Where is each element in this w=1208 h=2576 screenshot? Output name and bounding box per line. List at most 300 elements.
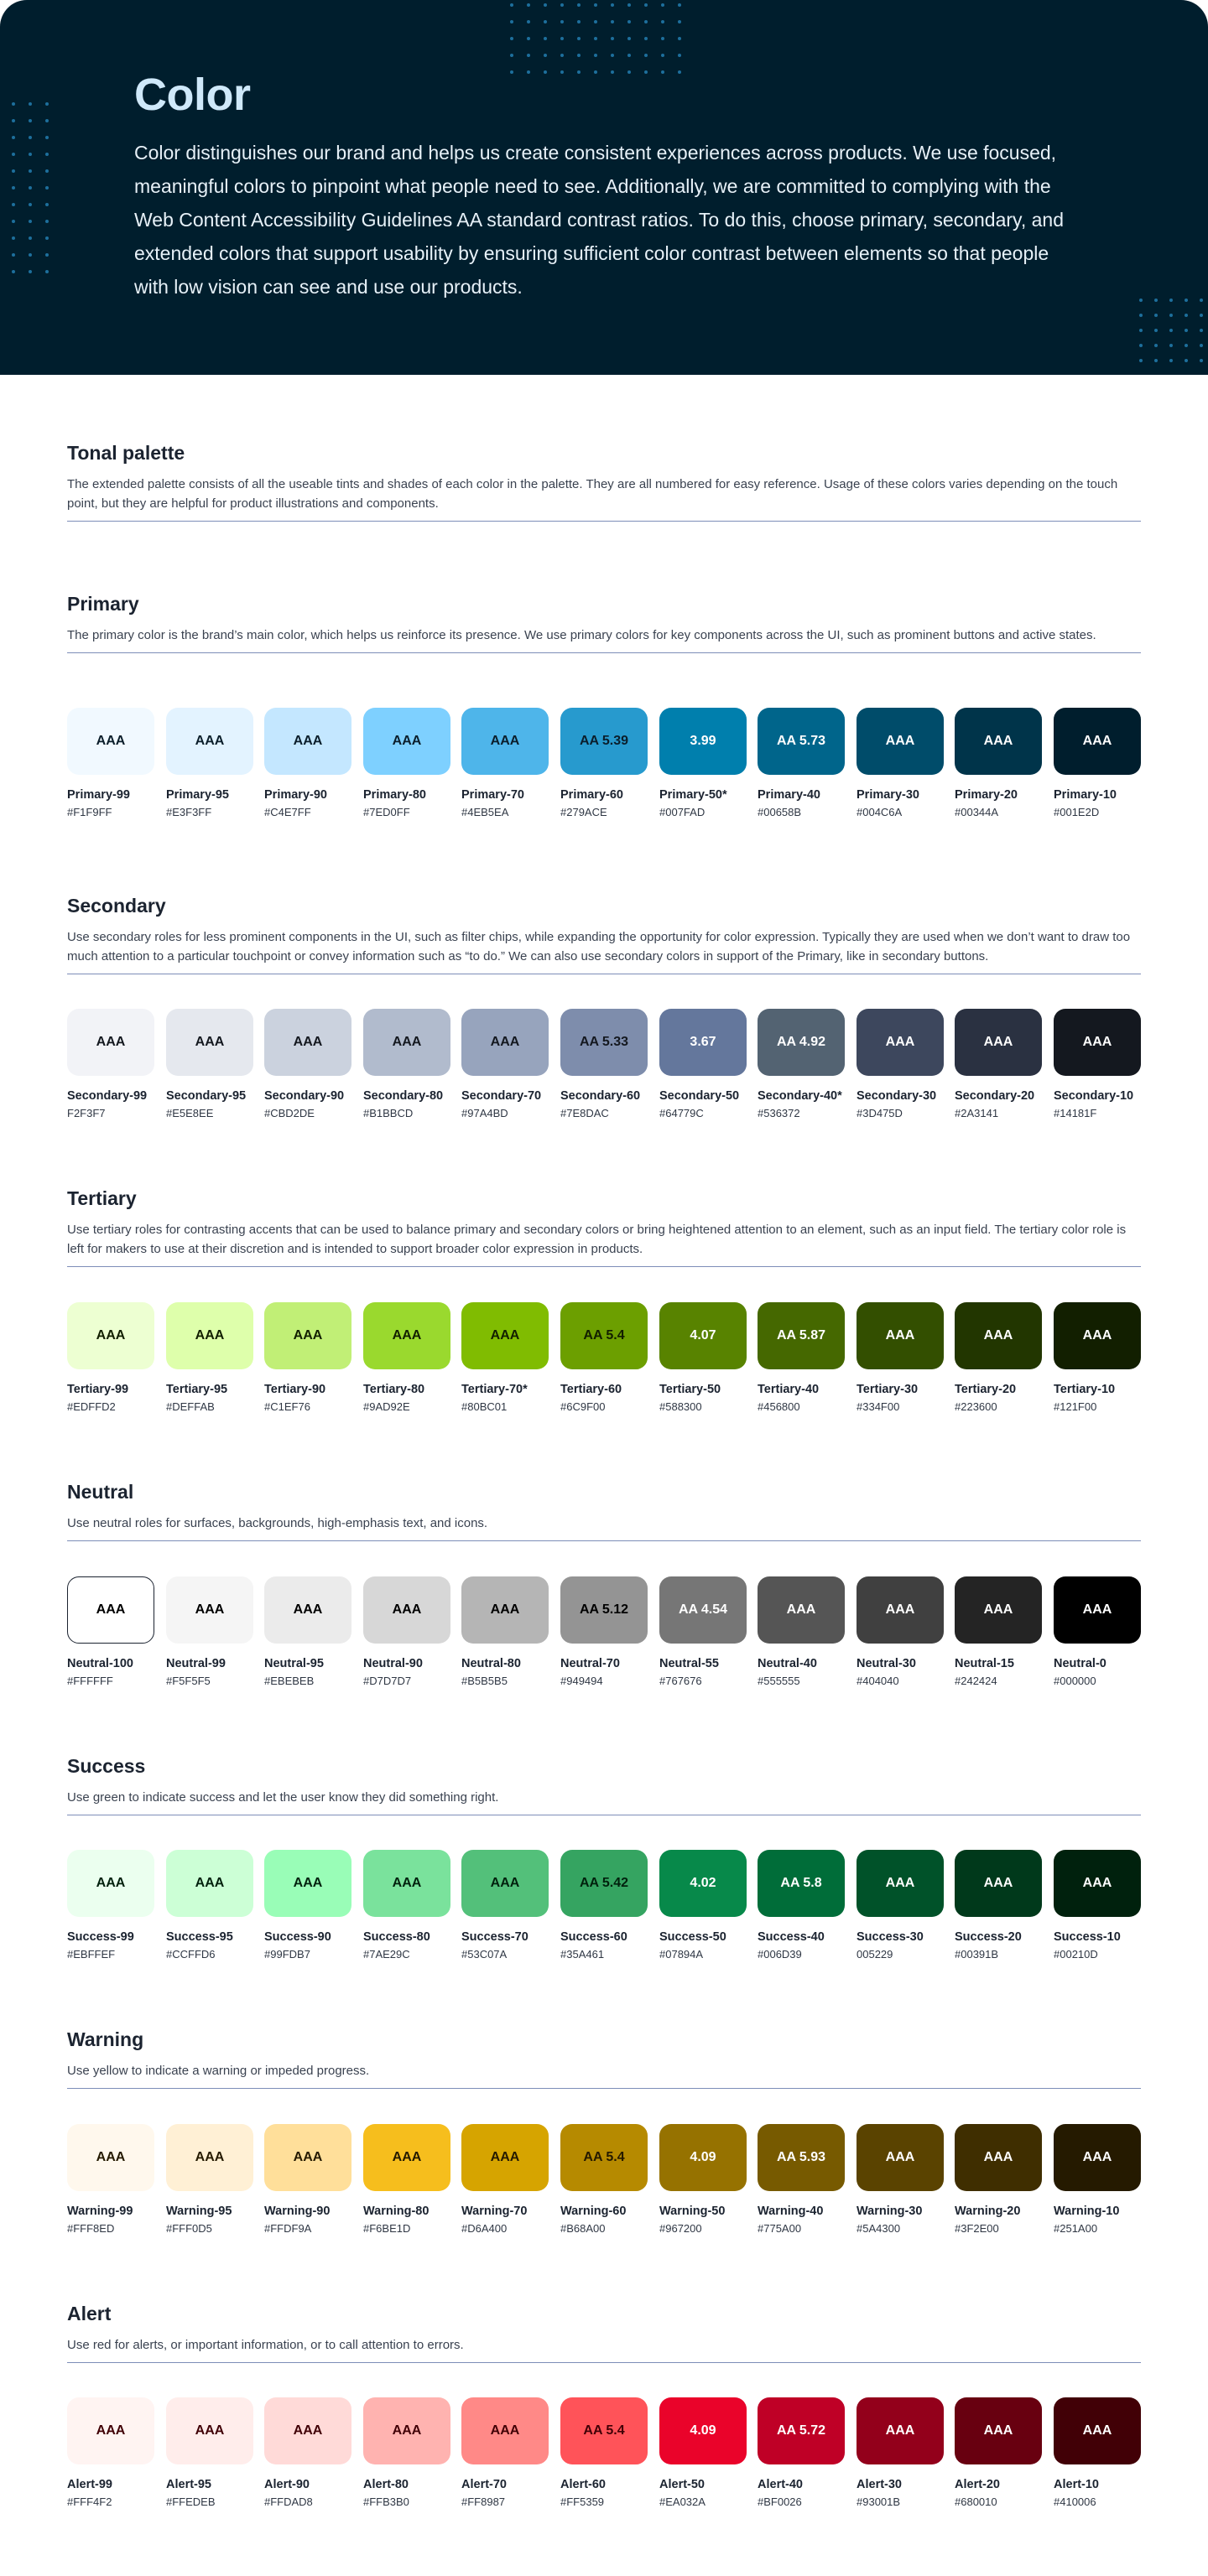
decorative-dot: [45, 136, 49, 139]
decorative-dot: [1154, 359, 1158, 362]
decorative-dot: [1200, 359, 1203, 362]
color-swatch: [363, 2124, 450, 2235]
swatch-chip: AA 5.93: [758, 2124, 845, 2191]
swatch-hex: #99FDB7: [264, 1948, 310, 1961]
color-swatch: [264, 2124, 351, 2235]
swatch-chip: AAA: [461, 2124, 549, 2191]
swatch-hex: #FFB3B0: [363, 2496, 409, 2508]
swatch-hex: #121F00: [1054, 1400, 1097, 1413]
swatch-hex: #C4E7FF: [264, 806, 311, 818]
swatch-name: Primary-70: [461, 788, 524, 802]
swatch-name: Secondary-90: [264, 1089, 345, 1103]
color-swatch: [166, 1576, 253, 1687]
decorative-dot: [644, 20, 648, 23]
swatch-hex: #EDFFD2: [67, 1400, 116, 1413]
swatch-chip: AA 5.8: [758, 1850, 845, 1917]
decorative-dot: [527, 20, 530, 23]
swatch-chip: AAA: [264, 1576, 351, 1644]
warning-section: [67, 2028, 1141, 2089]
swatch-hex: #FF8987: [461, 2496, 506, 2508]
swatch-name: Success-10: [1054, 1930, 1121, 1944]
swatch-hex: #35A461: [560, 1948, 605, 1961]
color-swatch: [461, 708, 549, 818]
swatch-name: Warning-10: [1054, 2205, 1120, 2218]
tonal-palette-section: [67, 442, 1141, 522]
decorative-dot: [12, 253, 15, 257]
swatch-hex: #4EB5EA: [461, 806, 509, 818]
color-swatch: [264, 1009, 351, 1119]
decorative-dot: [644, 70, 648, 74]
swatch-hex: #FF5359: [560, 2496, 605, 2508]
decorative-dot: [1139, 314, 1143, 317]
decorative-dot: [1154, 329, 1158, 332]
swatch-chip: AAA: [461, 1302, 549, 1369]
color-swatch: [1054, 1302, 1141, 1413]
swatch-hex: #680010: [955, 2496, 997, 2508]
swatch-name: Tertiary-60: [560, 1383, 622, 1396]
decorative-dot: [45, 270, 49, 273]
color-swatch: [560, 1302, 648, 1413]
decorative-dot: [29, 169, 32, 173]
swatch-chip: AA 5.87: [758, 1302, 845, 1369]
swatch-hex: #DEFFAB: [166, 1400, 215, 1413]
decorative-dot: [644, 37, 648, 40]
color-swatch: [1054, 2124, 1141, 2235]
decorative-dot: [1169, 359, 1173, 362]
success-section: [67, 1755, 1141, 1815]
swatch-hex: #C1EF76: [264, 1400, 310, 1413]
decorative-dot: [594, 70, 597, 74]
decorative-dot: [1154, 314, 1158, 317]
decorative-dot: [29, 253, 32, 257]
decorative-dot: [611, 20, 614, 23]
swatch-chip: AAA: [857, 2397, 944, 2464]
decorative-dot: [1169, 299, 1173, 302]
swatch-chip: AAA: [1054, 2397, 1141, 2464]
decorative-dot: [678, 20, 681, 23]
decorative-dot: [45, 169, 49, 173]
decorative-dot: [627, 70, 631, 74]
swatch-name: Alert-40: [758, 2478, 803, 2491]
swatch-name: Alert-99: [67, 2478, 112, 2491]
section-title: Warning: [67, 2028, 144, 2050]
swatch-name: Tertiary-99: [67, 1383, 129, 1396]
section-description: The extended palette consists of all the useable tints and shades of each color in the palette. They are all numbered for easy reference. Usage of these colors varies depending on the touch point, but they are helpful for product illustrations and components.: [67, 477, 1118, 511]
swatch-hex: #410006: [1054, 2496, 1096, 2508]
swatch-chip: AA 5.33: [560, 1009, 648, 1076]
decorative-dot: [1185, 359, 1188, 362]
decorative-dot: [1200, 329, 1203, 332]
swatch-name: Warning-20: [955, 2205, 1021, 2218]
swatch-chip: AAA: [264, 2397, 351, 2464]
swatch-name: Success-80: [363, 1930, 430, 1944]
secondary-section: [67, 895, 1141, 974]
page-intro: Color distinguishes our brand and helps us create consistent experiences across products. We use focused, meaningful colors to pinpoint what people need to see. Additionally, we are committed to complying with the Web Content Accessibility Guidelines AA standard contrast ratios. To do this, choose primary, secondary, and extended colors that support usability by ensuring sufficient color contrast between elements so that people with low vision can see and use our products.: [134, 142, 1064, 298]
decorative-dot: [1185, 329, 1188, 332]
color-swatch: [363, 1009, 450, 1119]
swatch-chip: AAA: [264, 1850, 351, 1917]
color-swatch: [560, 1576, 648, 1687]
swatch-hex: #6C9F00: [560, 1400, 606, 1413]
swatch-chip: AAA: [67, 708, 154, 775]
section-title: Alert: [67, 2303, 112, 2324]
swatch-chip: AA 4.54: [659, 1576, 747, 1644]
swatch-hex: #5A4300: [857, 2222, 901, 2235]
swatch-hex: #334F00: [857, 1400, 900, 1413]
swatch-hex: #949494: [560, 1675, 603, 1687]
swatch-hex: #2A3141: [955, 1107, 999, 1119]
decorative-dot: [1185, 344, 1188, 347]
color-swatch: [67, 1009, 154, 1119]
decorative-dot: [510, 37, 513, 40]
swatch-name: Success-40: [758, 1930, 825, 1944]
color-swatch: [67, 2397, 154, 2508]
decorative-dot: [644, 3, 648, 7]
decorative-dot: [1200, 314, 1203, 317]
decorative-dot: [678, 70, 681, 74]
swatch-hex: #588300: [659, 1400, 702, 1413]
swatch-name: Neutral-70: [560, 1657, 620, 1670]
color-swatch: [1054, 2397, 1141, 2508]
swatch-name: Neutral-15: [955, 1657, 1014, 1670]
swatch-name: Success-95: [166, 1930, 233, 1944]
swatch-hex: #7ED0FF: [363, 806, 410, 818]
neutral-swatch-row: [67, 1576, 1149, 1694]
swatch-name: Alert-10: [1054, 2478, 1099, 2491]
swatch-hex: #00391B: [955, 1948, 999, 1961]
decorative-dot: [560, 37, 564, 40]
section-title: Secondary: [67, 895, 166, 917]
swatch-hex: #FFDF9A: [264, 2222, 312, 2235]
swatch-chip: AAA: [955, 1576, 1042, 1644]
swatch-name: Neutral-55: [659, 1657, 719, 1670]
decorative-dot: [661, 37, 664, 40]
color-swatch: [560, 1850, 648, 1961]
swatch-hex: #D6A400: [461, 2222, 508, 2235]
decorative-dot: [627, 3, 631, 7]
decorative-dot: [45, 102, 49, 106]
swatch-chip: AAA: [857, 1576, 944, 1644]
decorative-dot: [611, 3, 614, 7]
swatch-hex: #FFDAD8: [264, 2496, 313, 2508]
swatch-name: Tertiary-30: [857, 1383, 919, 1396]
decorative-dot: [1200, 299, 1203, 302]
decorative-dot: [627, 37, 631, 40]
color-swatch: [758, 2397, 845, 2508]
decorative-dot: [527, 37, 530, 40]
decorative-dot: [611, 54, 614, 57]
swatch-chip: AAA: [166, 1850, 253, 1917]
color-swatch: [166, 2124, 253, 2235]
swatch-name: Primary-10: [1054, 788, 1117, 802]
swatch-chip: AAA: [857, 1850, 944, 1917]
swatch-name: Success-50: [659, 1930, 726, 1944]
color-swatch: [264, 2397, 351, 2508]
section-description: Use secondary roles for less prominent components in the UI, such as filter chips, while expanding the opportunity for color expression. Typically they are used when we don’t want to draw too much attention to a particular touchpoint or convey information such as “to do.” We can also use secondary colors in support of the Primary, like in secondary buttons.: [67, 930, 1131, 963]
decorative-dot: [12, 186, 15, 190]
swatch-hex: #F1F9FF: [67, 806, 112, 818]
decorative-dot: [1139, 329, 1143, 332]
swatch-hex: #456800: [758, 1400, 800, 1413]
swatch-chip: AAA: [857, 1302, 944, 1369]
decorative-dot: [577, 54, 581, 57]
decorative-dot: [29, 119, 32, 122]
swatch-name: Secondary-99: [67, 1089, 148, 1103]
decorative-dot: [661, 70, 664, 74]
swatch-hex: #BF0026: [758, 2496, 802, 2508]
section-description: Use red for alerts, or important information, or to call attention to errors.: [67, 2338, 464, 2352]
divider: [67, 652, 1141, 653]
swatch-name: Alert-60: [560, 2478, 606, 2491]
decorative-dot: [1169, 329, 1173, 332]
color-swatch: [857, 1850, 944, 1961]
swatch-name: Secondary-95: [166, 1089, 247, 1103]
decorative-dot: [29, 203, 32, 206]
color-swatch: [363, 1576, 450, 1687]
decorative-dot: [1154, 344, 1158, 347]
swatch-name: Tertiary-95: [166, 1383, 228, 1396]
section-title: Tonal palette: [67, 442, 185, 464]
decorative-dot: [12, 153, 15, 156]
swatch-hex: #64779C: [659, 1107, 704, 1119]
swatch-hex: #000000: [1054, 1675, 1096, 1687]
color-swatch: [955, 1009, 1042, 1119]
decorative-dot: [627, 54, 631, 57]
color-swatch: [955, 1576, 1042, 1687]
decorative-dot: [544, 20, 547, 23]
swatch-chip: AAA: [461, 1576, 549, 1644]
decorative-dot: [527, 70, 530, 74]
swatch-chip: AAA: [67, 2124, 154, 2191]
color-swatch: [166, 1302, 253, 1413]
swatch-chip: AAA: [67, 1576, 154, 1644]
swatch-name: Primary-99: [67, 788, 130, 802]
swatch-chip: AAA: [857, 1009, 944, 1076]
swatch-name: Primary-30: [857, 788, 919, 802]
swatch-chip: AAA: [1054, 708, 1141, 775]
decorative-dot: [594, 54, 597, 57]
color-swatch: [659, 1009, 747, 1119]
swatch-hex: #3F2E00: [955, 2222, 999, 2235]
swatch-chip: AA 5.72: [758, 2397, 845, 2464]
swatch-name: Neutral-95: [264, 1657, 324, 1670]
decorative-dot: [12, 119, 15, 122]
swatch-hex: #FFEDEB: [166, 2496, 216, 2508]
color-swatch: [264, 1576, 351, 1687]
decorative-dot: [661, 20, 664, 23]
swatch-chip: AAA: [461, 1009, 549, 1076]
decorative-dot: [544, 3, 547, 7]
decorative-dot: [560, 70, 564, 74]
divider: [67, 1266, 1141, 1267]
swatch-hex: #7E8DAC: [560, 1107, 609, 1119]
swatch-chip: 3.99: [659, 708, 747, 775]
swatch-name: Warning-30: [857, 2205, 923, 2218]
decorative-dot: [544, 70, 547, 74]
color-swatch: [758, 2124, 845, 2235]
swatch-hex: #E3F3FF: [166, 806, 212, 818]
swatch-hex: #FFF4F2: [67, 2496, 112, 2508]
swatch-name: Success-60: [560, 1930, 627, 1944]
section-title: Neutral: [67, 1481, 134, 1503]
decorative-dot: [45, 119, 49, 122]
swatch-chip: AAA: [166, 1576, 253, 1644]
swatch-name: Secondary-60: [560, 1089, 641, 1103]
color-swatch: [857, 2397, 944, 2508]
decorative-dot: [678, 54, 681, 57]
swatch-name: Primary-90: [264, 788, 327, 802]
swatch-hex: #B5B5B5: [461, 1675, 508, 1687]
color-swatch: [461, 1302, 549, 1413]
swatch-name: Alert-20: [955, 2478, 1000, 2491]
color-swatch: [758, 1009, 845, 1119]
color-swatch: [857, 1302, 944, 1413]
decorative-dot: [627, 20, 631, 23]
secondary-swatch-row: [67, 1009, 1149, 1126]
swatch-hex: #B68A00: [560, 2222, 606, 2235]
decorative-dot: [29, 186, 32, 190]
swatch-chip: AA 5.12: [560, 1576, 648, 1644]
decorative-dot: [560, 54, 564, 57]
decorative-dot: [1169, 314, 1173, 317]
section-description: The primary color is the brand’s main color, which helps us reinforce its presence. We use primary colors for key components across the UI, such as prominent buttons and active states.: [67, 628, 1096, 642]
decorative-dot: [12, 102, 15, 106]
swatch-chip: AAA: [264, 1302, 351, 1369]
color-swatch: [67, 2124, 154, 2235]
color-swatch: [363, 1850, 450, 1961]
swatch-name: Alert-70: [461, 2478, 507, 2491]
page-title: Color: [134, 70, 251, 120]
swatch-name: Alert-95: [166, 2478, 211, 2491]
swatch-name: Secondary-40*: [758, 1089, 842, 1103]
decorative-dot: [12, 220, 15, 223]
swatch-chip: AAA: [1054, 1302, 1141, 1369]
swatch-name: Neutral-30: [857, 1657, 916, 1670]
decorative-dot: [29, 153, 32, 156]
swatch-chip: AAA: [67, 1850, 154, 1917]
section-title: Primary: [67, 593, 139, 615]
swatch-chip: AAA: [955, 2397, 1042, 2464]
swatch-chip: AAA: [461, 2397, 549, 2464]
swatch-name: Warning-60: [560, 2205, 627, 2218]
swatch-name: Warning-50: [659, 2205, 726, 2218]
swatch-name: Alert-90: [264, 2478, 310, 2491]
swatch-name: Success-70: [461, 1930, 528, 1944]
swatch-chip: AAA: [363, 708, 450, 775]
swatch-chip: AAA: [955, 2124, 1042, 2191]
decorative-dot: [678, 37, 681, 40]
color-swatch: [955, 1850, 1042, 1961]
color-swatch: [857, 1009, 944, 1119]
color-swatch: [758, 708, 845, 818]
swatch-hex: #EA032A: [659, 2496, 706, 2508]
color-swatch: [857, 708, 944, 818]
divider: [67, 1540, 1141, 1541]
swatch-chip: AAA: [955, 1302, 1042, 1369]
decorative-dot: [29, 270, 32, 273]
swatch-chip: AAA: [264, 1009, 351, 1076]
color-swatch: [955, 2397, 1042, 2508]
swatch-chip: 4.07: [659, 1302, 747, 1369]
swatch-hex: #3D475D: [857, 1107, 903, 1119]
decorative-dot: [577, 37, 581, 40]
decorative-dot: [12, 169, 15, 173]
swatch-chip: AA 5.42: [560, 1850, 648, 1917]
decorative-dot: [577, 70, 581, 74]
swatch-hex: #007FAD: [659, 806, 706, 818]
decorative-dot-grid-left: [12, 102, 59, 275]
swatch-hex: #D7D7D7: [363, 1675, 412, 1687]
decorative-dot: [45, 153, 49, 156]
swatch-hex: #E5E8EE: [166, 1107, 214, 1119]
swatch-name: Tertiary-50: [659, 1383, 721, 1396]
color-swatch: [363, 708, 450, 818]
color-swatch: [758, 1302, 845, 1413]
swatch-name: Primary-60: [560, 788, 623, 802]
decorative-dot: [12, 270, 15, 273]
swatch-name: Warning-90: [264, 2205, 331, 2218]
swatch-chip: AAA: [955, 1009, 1042, 1076]
decorative-dot: [12, 236, 15, 240]
swatch-hex: #EBFFEF: [67, 1948, 116, 1961]
decorative-dot: [1185, 299, 1188, 302]
color-swatch: [955, 2124, 1042, 2235]
swatch-name: Warning-99: [67, 2205, 133, 2218]
swatch-chip: AAA: [955, 708, 1042, 775]
swatch-name: Secondary-10: [1054, 1089, 1134, 1103]
swatch-chip: AAA: [166, 708, 253, 775]
swatch-chip: AAA: [857, 708, 944, 775]
swatch-hex: #F6BE1D: [363, 2222, 411, 2235]
swatch-hex: #F5F5F5: [166, 1675, 211, 1687]
swatch-hex: #93001B: [857, 2496, 901, 2508]
swatch-hex: #53C07A: [461, 1948, 508, 1961]
color-swatch: [659, 2124, 747, 2235]
swatch-name: Primary-40: [758, 788, 820, 802]
decorative-dot: [611, 37, 614, 40]
swatch-chip: AA 5.4: [560, 1302, 648, 1369]
success-swatch-row: [67, 1850, 1149, 1967]
swatch-chip: AAA: [461, 708, 549, 775]
swatch-chip: AAA: [264, 708, 351, 775]
swatch-chip: AAA: [1054, 1850, 1141, 1917]
swatch-hex: #767676: [659, 1675, 702, 1687]
swatch-hex: #14181F: [1054, 1107, 1097, 1119]
swatch-chip: AAA: [363, 1576, 450, 1644]
decorative-dot: [1169, 344, 1173, 347]
swatch-hex: #279ACE: [560, 806, 607, 818]
swatch-chip: AAA: [67, 1302, 154, 1369]
decorative-dot: [544, 54, 547, 57]
swatch-hex: #775A00: [758, 2222, 802, 2235]
swatch-name: Neutral-100: [67, 1657, 133, 1670]
decorative-dot: [510, 3, 513, 7]
color-swatch: [659, 1850, 747, 1961]
decorative-dot: [45, 253, 49, 257]
alert-section: [67, 2303, 1141, 2363]
decorative-dot: [1139, 344, 1143, 347]
swatch-name: Alert-50: [659, 2478, 705, 2491]
hero-banner: [0, 0, 1208, 375]
swatch-chip: AAA: [363, 1009, 450, 1076]
section-description: Use yellow to indicate a warning or impeded progress.: [67, 2064, 370, 2078]
swatch-hex: #223600: [955, 1400, 997, 1413]
color-swatch: [264, 708, 351, 818]
swatch-name: Success-30: [857, 1930, 924, 1944]
color-swatch: [659, 2397, 747, 2508]
section-description: Use neutral roles for surfaces, backgrounds, high-emphasis text, and icons.: [67, 1516, 488, 1530]
swatch-hex: #EBEBEB: [264, 1675, 315, 1687]
